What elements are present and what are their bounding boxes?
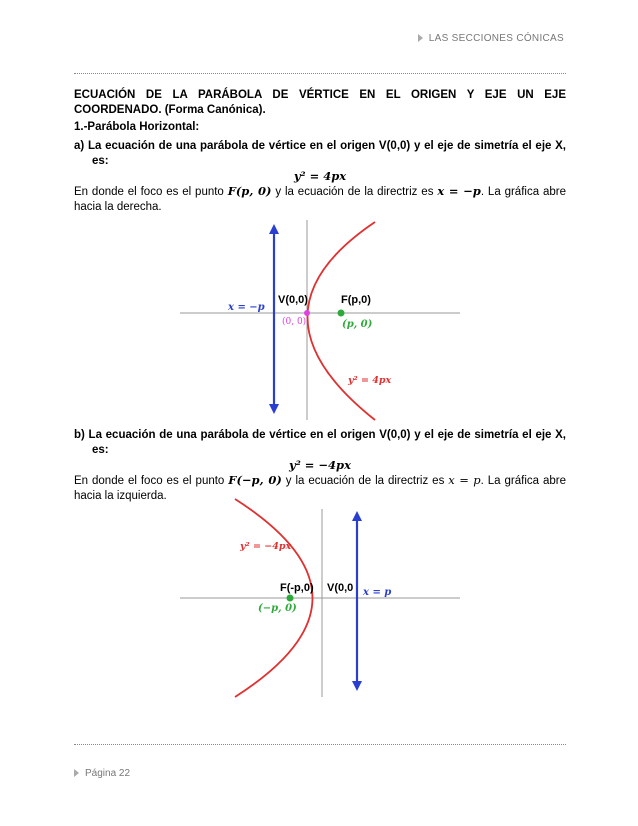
vertex-label: V(0,0 xyxy=(327,582,354,594)
vertex-label: V(0,0) xyxy=(278,294,308,306)
focus-point xyxy=(287,595,294,602)
focus-point xyxy=(338,310,345,317)
running-header xyxy=(418,33,564,44)
figure-parabola-left xyxy=(170,497,470,702)
item-b-equation: y² = −4px xyxy=(289,458,351,472)
focus-coord: (−p, 0) xyxy=(258,603,297,614)
subheading: 1.-Parábola Horizontal: xyxy=(74,121,200,133)
heading: ECUACIÓN DE LA PARÁBOLA DE VÉRTICE EN EL ORIGEN Y EJE UN EJE COORDENADO. (Forma Canónica). xyxy=(74,89,566,116)
triangle-icon xyxy=(418,34,423,42)
directrix-label: x = −p xyxy=(228,302,265,313)
triangle-icon xyxy=(74,769,79,777)
item-a-equation: y² = 4px xyxy=(293,169,347,183)
section-title: LAS SECCIONES CÓNICAS xyxy=(428,33,564,44)
vertex-point xyxy=(304,310,310,316)
arrow-down-icon xyxy=(352,681,362,691)
focus-label: F(p,0) xyxy=(341,294,371,306)
item-a-description: En donde el foco es el punto F(p, 0) y la ecuación de la directriz es x = −p. La gráfica abre hacia la derecha. xyxy=(74,184,566,213)
curve-label: y² = 4px xyxy=(348,375,392,386)
vertex-coord: (0, 0) xyxy=(282,317,307,327)
curve-label: y² = −4px xyxy=(240,541,292,552)
focus-label: F(-p,0) xyxy=(280,582,314,594)
focus-coord: (p, 0) xyxy=(342,319,373,330)
directrix-label: x = p xyxy=(363,587,392,598)
page-content xyxy=(74,88,566,215)
item-b-text: b) La ecuación de una parábola de vértice en el origen V(0,0) y el eje de simetría el eje X, es: xyxy=(74,429,566,456)
page-number: Página 22 xyxy=(85,768,131,779)
item-a-text: a) La ecuación de una parábola de vértice en el origen V(0,0) y el eje de simetría el eje X, es: xyxy=(74,140,566,167)
footer-divider xyxy=(74,744,566,745)
header-divider xyxy=(74,73,566,74)
arrow-down-icon xyxy=(269,404,279,414)
item-b-description: En donde el foco es el punto F(−p, 0) y la ecuación de la directriz es x = p. La gráfica abre hacia la izquierda. xyxy=(74,473,566,502)
figure-parabola-right xyxy=(170,220,470,425)
arrow-up-icon xyxy=(352,511,362,521)
item-b-block xyxy=(74,424,566,504)
arrow-up-icon xyxy=(269,224,279,234)
running-footer xyxy=(74,768,130,779)
